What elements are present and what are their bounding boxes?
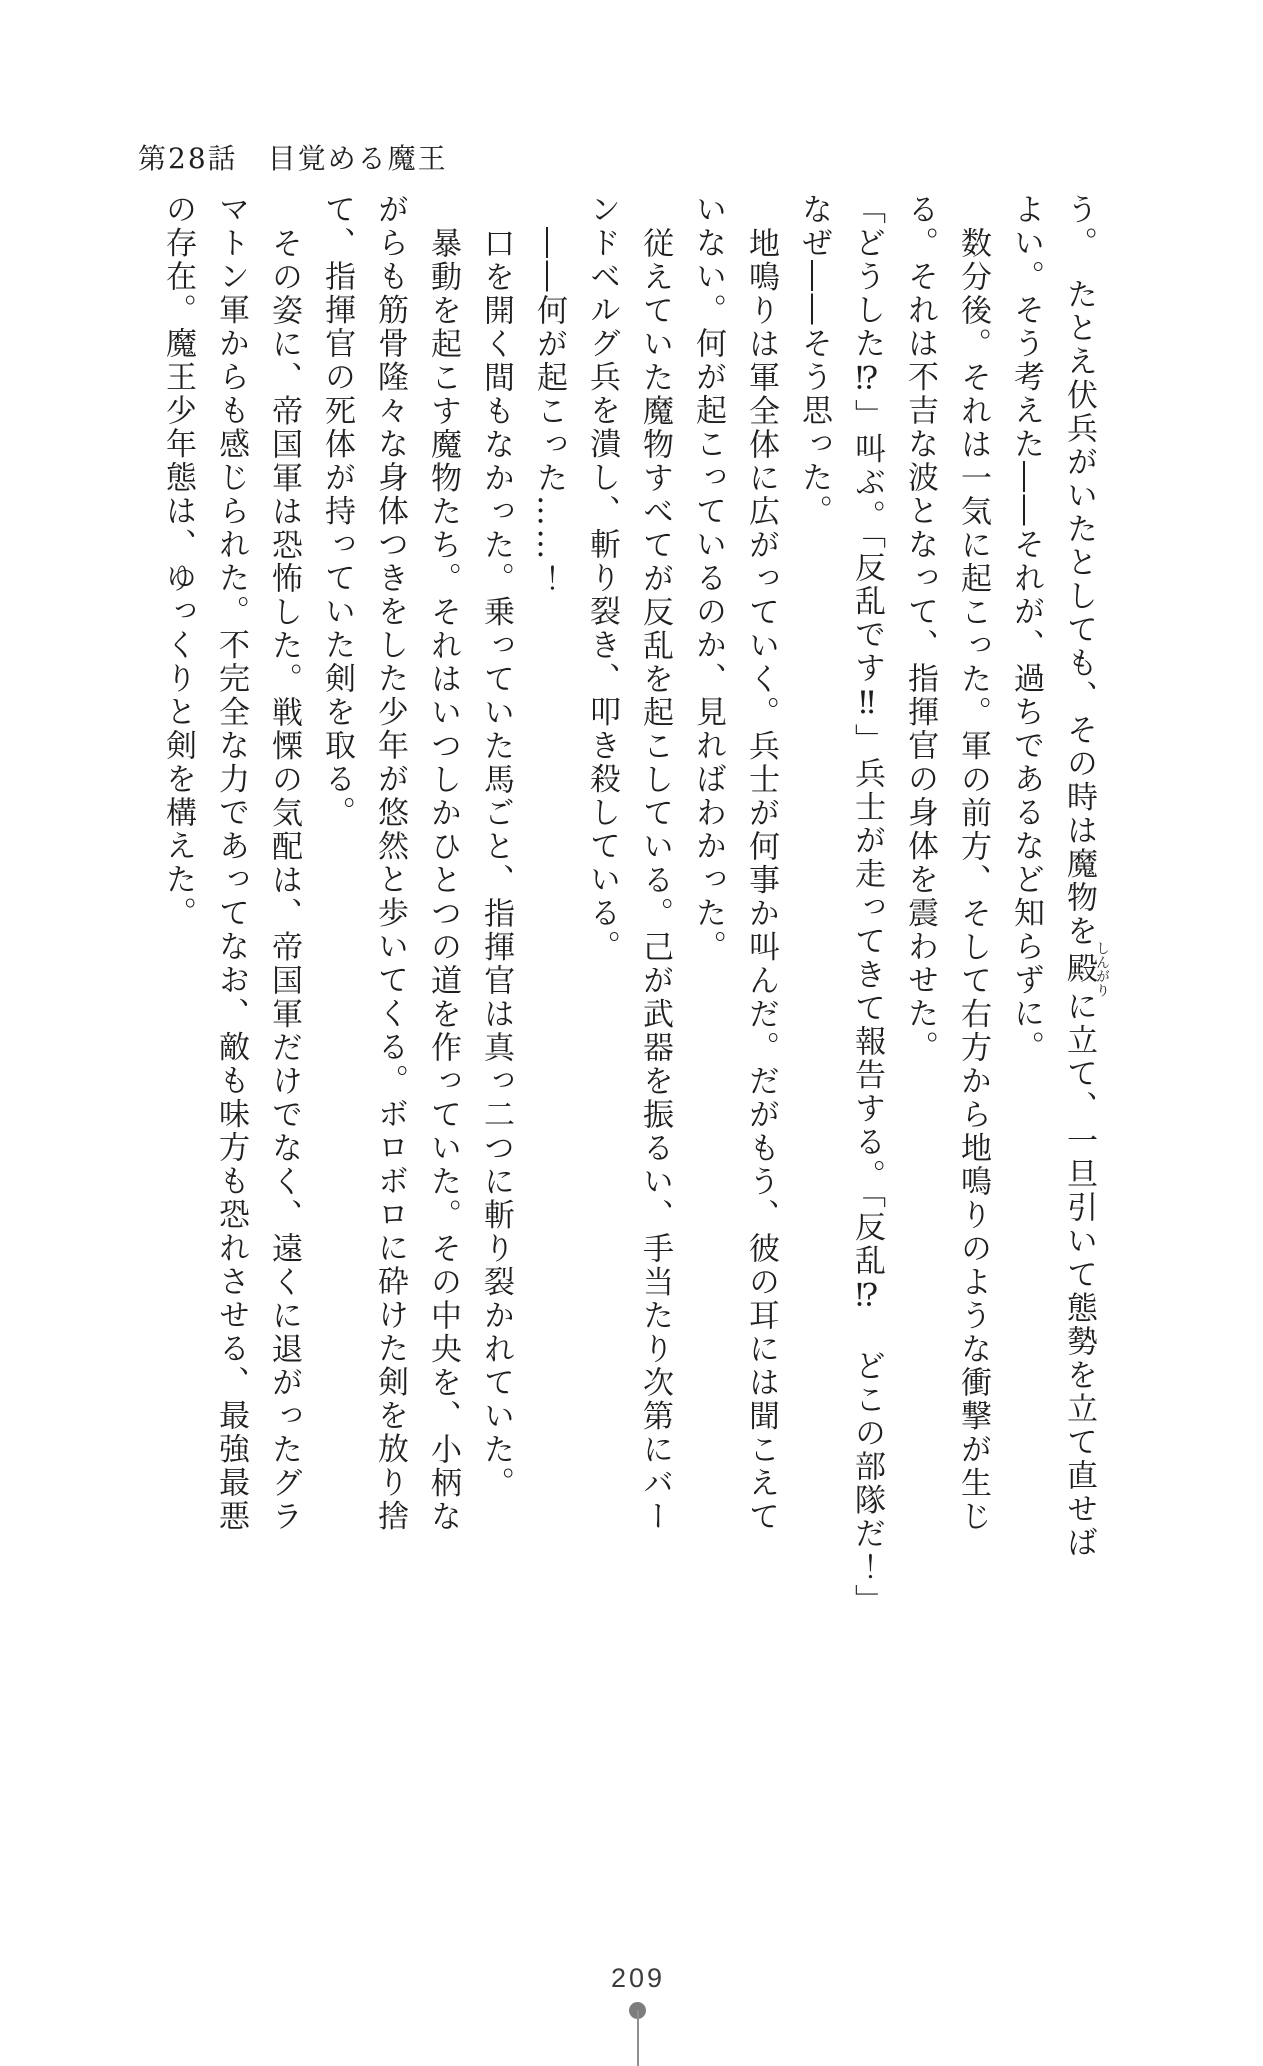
text-column: よい。そう考えた――それが、過ちであるなど知らずに。	[1008, 193, 1044, 1064]
text-columns	[151, 193, 1109, 1647]
text-column: 従えていた魔物すべてが反乱を起こしている。己が武器を振るい、手当たり次第にバー	[637, 227, 673, 1534]
text-column: 地鳴りは軍全体に広がっていく。兵士が何事か叫んだ。だがもう、彼の耳には聞こえて	[743, 227, 779, 1534]
text-column: マトン軍からも感じられた。不完全な力であってなお、敵も味方も恐れさせる、最強最悪	[213, 193, 249, 1533]
text-column: ンドベルグ兵を潰し、斬り裂き、叩き殺している。	[584, 193, 620, 964]
text-column: う。 たとえ伏兵がいたとしても、その時は魔物を殿しんがりに立て、一旦引いて態勢を立て直せば	[1061, 193, 1110, 1560]
text-column: ――何が起こった……！	[531, 227, 567, 596]
text-column: 暴動を起こす魔物たち。それはいつしかひとつの道を作っていた。その中央を、小柄な	[425, 227, 461, 1534]
text-column: 数分後。それは一気に起こった。軍の前方、そして右方から地鳴りのような衝撃が生じ	[955, 227, 991, 1534]
page-number: 209	[610, 1963, 666, 1993]
text-column: その姿に、帝国軍は恐怖した。戦慄の気配は、帝国軍だけでなく、遠くに退がったグラ	[266, 227, 302, 1534]
text-column: 口を開く間もなかった。乗っていた馬ごと、指揮官は真っ二つに斬り裂かれていた。	[478, 227, 514, 1500]
text-column: なぜ――そう思った。	[796, 193, 832, 528]
chapter-header: 第28話 目覚める魔王	[138, 142, 448, 175]
text-column: がらも筋骨隆々な身体つきをした少年が悠然と歩いてくる。ボロボロに砕けた剣を放り捨	[372, 193, 408, 1533]
text-column: 「どうした⁉」叫ぶ。「反乱です‼」兵士が走ってきて報告する。「反乱⁉ どこの部隊だ！」	[849, 193, 885, 1618]
text-column: の存在。魔王少年態は、ゆっくりと剣を構えた。	[160, 193, 196, 930]
footer-dot-ornament	[629, 2002, 646, 2019]
text-column: て、指揮官の死体が持っていた剣を取る。	[319, 193, 355, 830]
furigana-ruby: 殿しんがり	[1061, 941, 1110, 997]
text-column: る。それは不吉な波となって、指揮官の身体を震わせた。	[902, 193, 938, 1064]
text-column: いない。何が起こっているのか、見ればわかった。	[690, 193, 726, 964]
footer-rule-ornament	[637, 2010, 639, 2066]
